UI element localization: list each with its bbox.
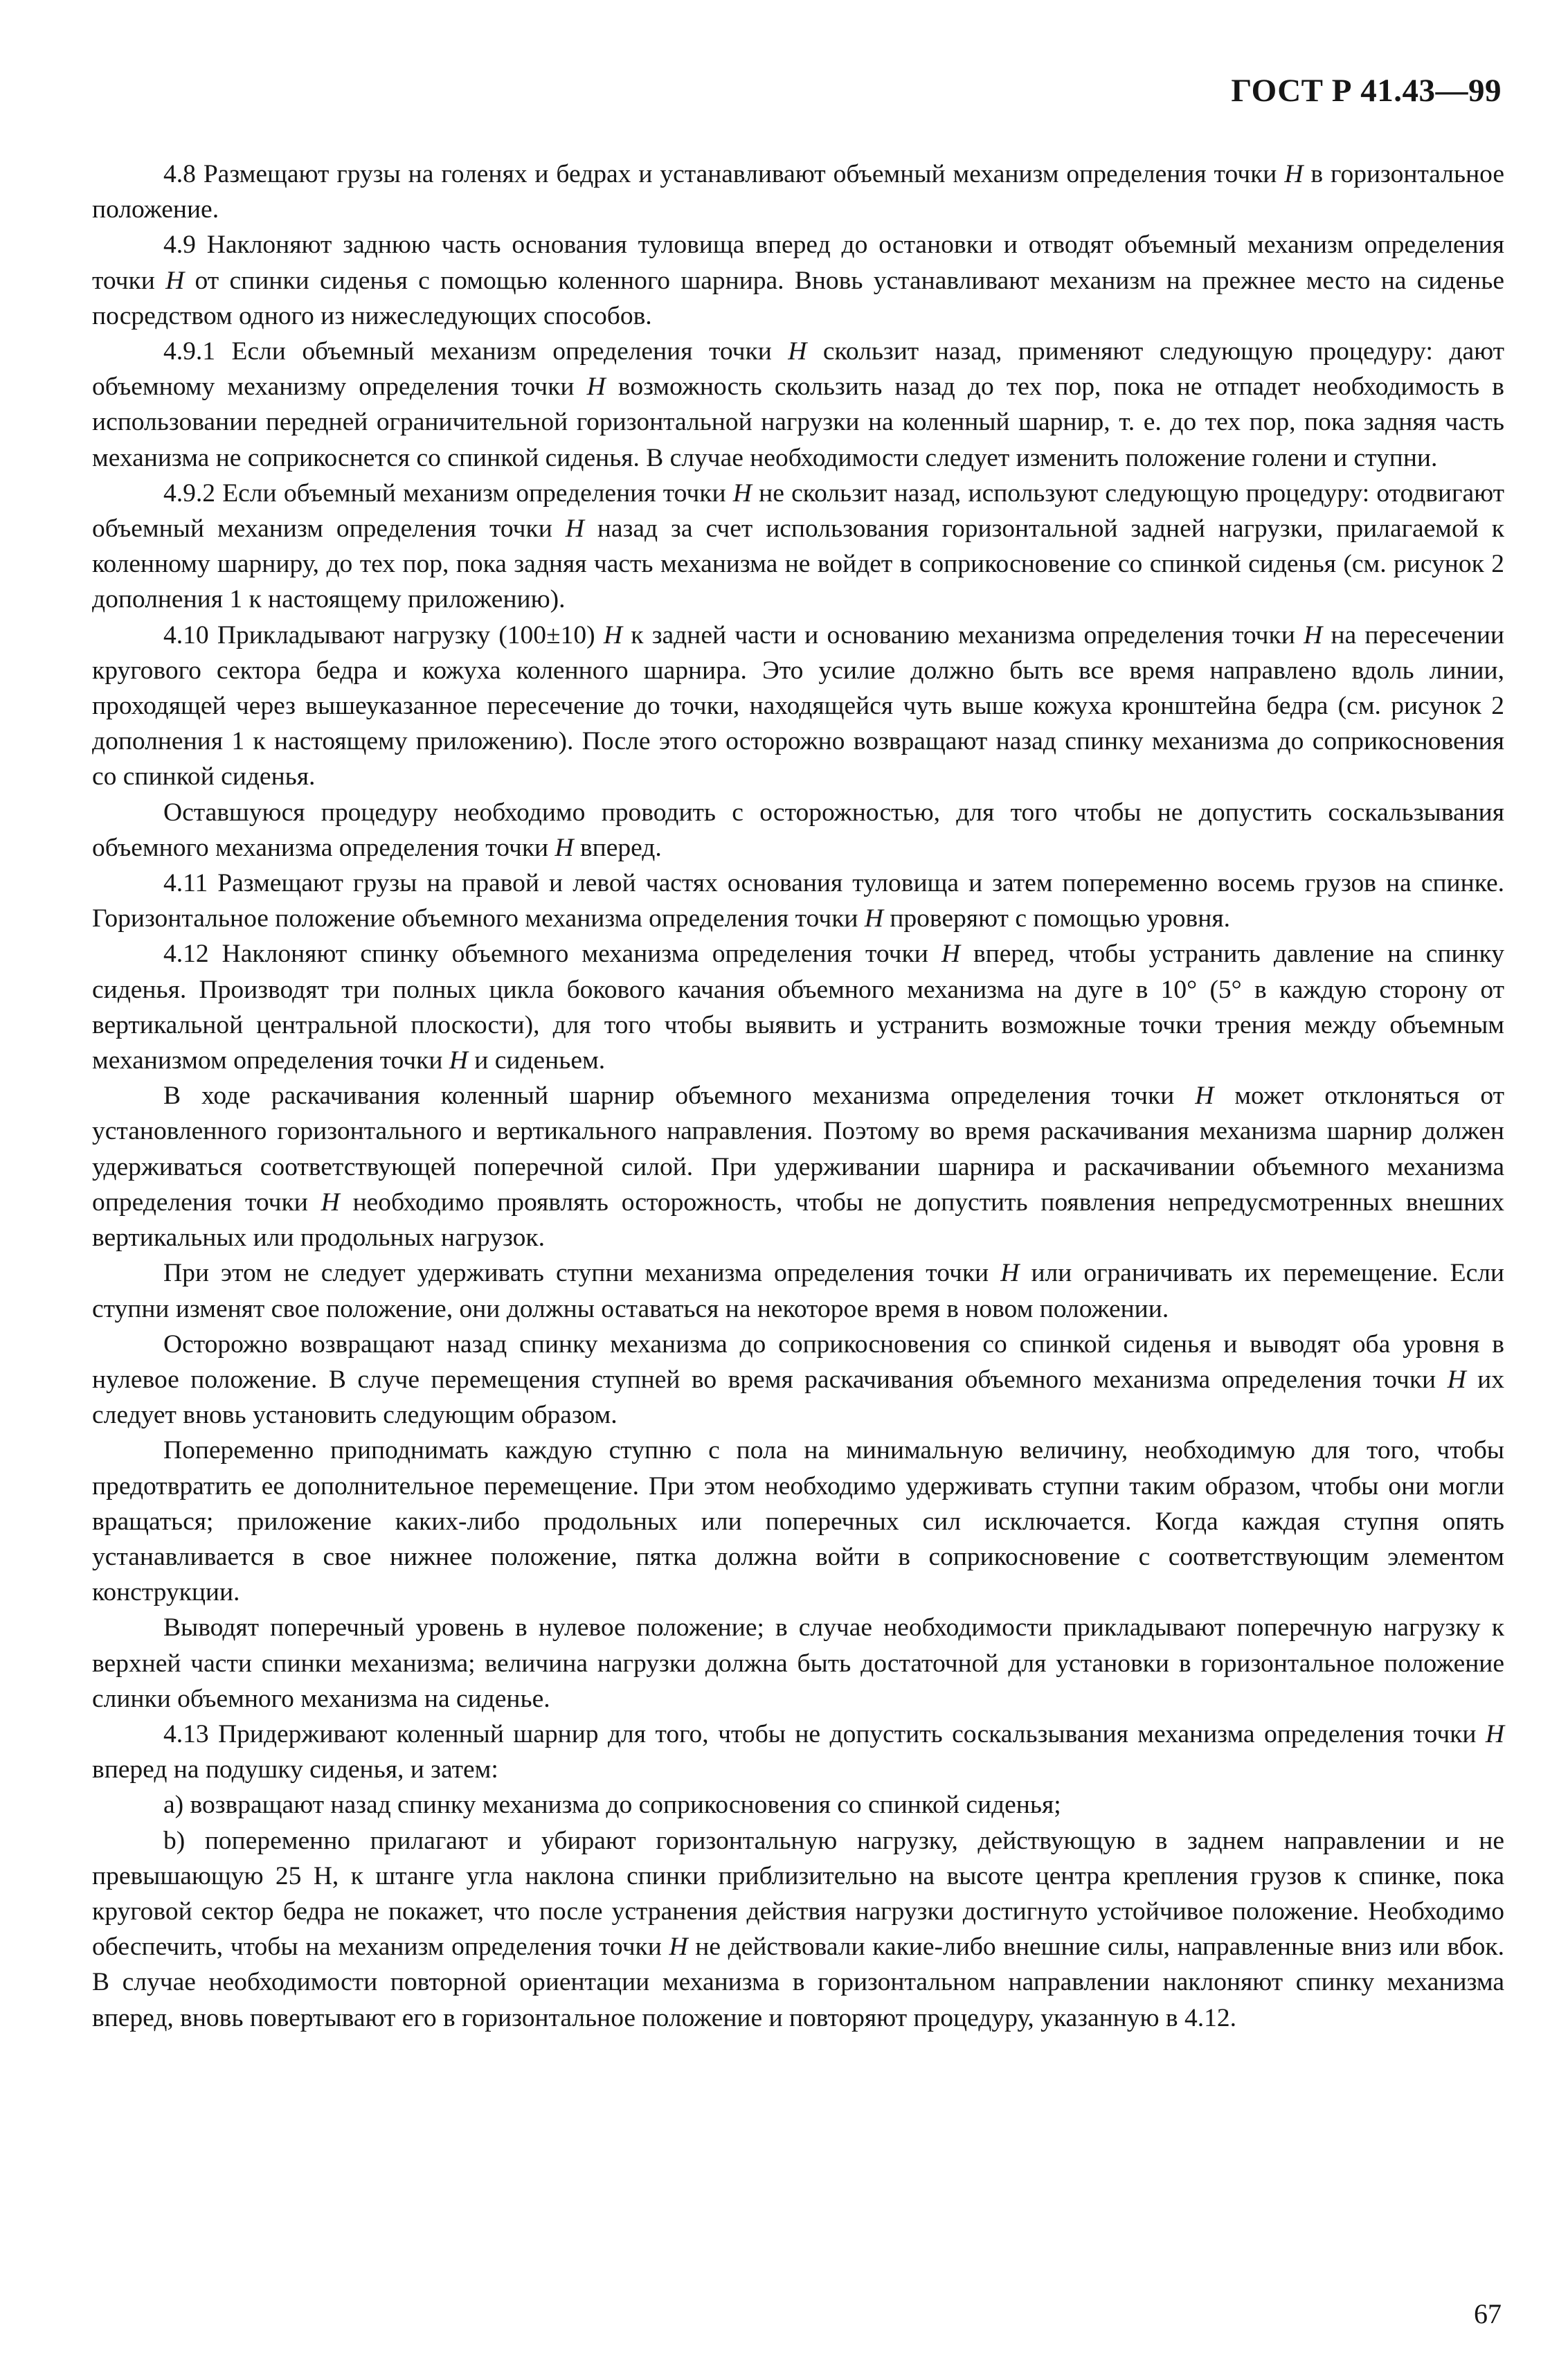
page-number: 67: [1474, 2298, 1502, 2329]
paragraph: 4.13 Придерживают коленный шарнир для того, чтобы не допустить соскальзывания механизма определения точки H вперед на подушку сиденья, и затем:: [92, 1719, 1504, 1784]
standard-code-header: ГОСТ Р 41.43—99: [1231, 73, 1502, 109]
paragraph: b) попеременно прилагают и убирают горизонтальную нагрузку, действующую в заднем направлении и не превышающую 25 Н, к штанге угла наклона спинки приблизительно на высоте центра крепления грузов к спинке, пока круговой сектор бедра не покажет, что после устранения действия нагрузки достигнуто устойчивое положение. Необходимо обеспечить, чтобы на механизм определения точки H не действовали какие-либо внешние силы, направленные вниз или вбок. В случае необходимости повторной ориентации механизма в горизонтальном направлении наклоняют спинку механизма вперед, вновь повертывают его в горизонтальное положение и повторяют процедуру, указанную в 4.12.: [92, 1826, 1504, 2032]
paragraph: В ходе раскачивания коленный шарнир объемного механизма определения точки H может отклоняться от установленного горизонтального и вертикального направления. Поэтому во время раскачивания механизма шарнир должен удерживаться соответствующей поперечной силой. При удерживании шарнира и раскачивании объемного механизма определения точки H необходимо проявлять осторожность, чтобы не допустить появления непредусмотренных внешних вертикальных или продольных нагрузок.: [92, 1082, 1505, 1253]
paragraph: 4.10 Прикладывают нагрузку (100±10) H к задней части и основанию механизма определения точки H на пересечении кругового сектора бедра и кожуха коленного шарнира. Это усилие должно быть все время направлено вдоль линии, проходящей через вышеуказанное пересечение до точки, находящейся чуть выше кожуха кронштейна бедра (см. рисунок 2 дополнения 1 к настоящему приложению). После этого осторожно возвращают назад спинку механизма до соприкосновения со спинкой сиденья.: [92, 620, 1504, 791]
paragraph: Оставшуюся процедуру необходимо проводить с осторожностью, для того чтобы не допустить соскальзывания объемного механизма определения точки H вперед.: [92, 798, 1504, 862]
paragraph: a) возвращают назад спинку механизма до соприкосновения со спинкой сиденья;: [163, 1791, 1061, 1820]
paragraph: 4.9.2 Если объемный механизм определения точки H не скользит назад, используют следующую процедуру: отодвигают объемный механизм определения точки H назад за счет использования горизонтальной задней нагрузки, прилагаемой к коленному шарниру, до тех пор, пока задняя часть механизма не войдет в соприкосновение со спинкой сиденья (см. рисунок 2 дополнения 1 к настоящему приложению).: [92, 478, 1504, 614]
paragraph: 4.11 Размещают грузы на правой и левой частях основания туловища и затем попеременно восемь грузов на спинке. Горизонтальное положение объемного механизма определения точки H проверяют с помощью уровня.: [92, 869, 1504, 933]
paragraph: Осторожно возвращают назад спинку механизма до соприкосновения со спинкой сиденья и выводят оба уровня в нулевое положение. В случе перемещения ступней во время раскачивания объемного механизма определения точки H их следует вновь установить следующим образом.: [92, 1329, 1504, 1430]
paragraph: 4.8 Размещают грузы на голенях и бедрах и устанавливают объемный механизм определения точки H в горизонтальное положение.: [92, 160, 1504, 224]
paragraph: При этом не следует удерживать ступни механизма определения точки H или ограничивать их перемещение. Если ступни изменят свое положение, они должны оставаться на некоторое время в новом положении.: [92, 1259, 1505, 1323]
body-text: [92, 156, 1504, 2036]
paragraph: 4.9.1 Если объемный механизм определения точки H скользит назад, применяют следующую процедуру: дают объемному механизму определения точки H возможность скользить назад до тех пор, пока не отпадет необходимость в использовании передней ограничительной горизонтальной нагрузки на коленный шарнир, т. е. до тех пор, пока задняя часть механизма не соприкоснется со спинкой сиденья. В случае необходимости следует изменить положение голени и ступни.: [92, 337, 1504, 472]
paragraph: Попеременно приподнимать каждую ступню с пола на минимальную величину, необходимую для того, чтобы предотвратить ее дополнительное перемещение. При этом необходимо удерживать ступни таким образом, чтобы они могли вращаться; приложение каких-либо продольных или поперечных сил исключается. Когда каждая ступня опять устанавливается в свое нижнее положение, пятка должна войти в соприкосновение с соответствующим элементом конструкции.: [92, 1436, 1504, 1607]
paragraph: 4.12 Наклоняют спинку объемного механизма определения точки H вперед, чтобы устранить давление на спинку сиденья. Производят три полных цикла бокового качания объемного механизма на дуге в 10° (5° в каждую сторону от вертикальной центральной плоскости), для того чтобы выявить и устранить возможные точки трения между объемным механизмом определения точки H и сиденьем.: [92, 940, 1505, 1075]
paragraph: Выводят поперечный уровень в нулевое положение; в случае необходимости прикладывают поперечную нагрузку к верхней части спинки механизма; величина нагрузки должна быть достаточной для установки в горизонтальное положение слинки объемного механизма на сиденье.: [92, 1613, 1504, 1713]
paragraph: 4.9 Наклоняют заднюю часть основания туловища вперед до остановки и отводят объемный механизм определения точки H от спинки сиденья с помощью коленного шарнира. Вновь устанавливают механизм на прежнее место на сиденье посредством одного из нижеследующих способов.: [92, 231, 1504, 330]
